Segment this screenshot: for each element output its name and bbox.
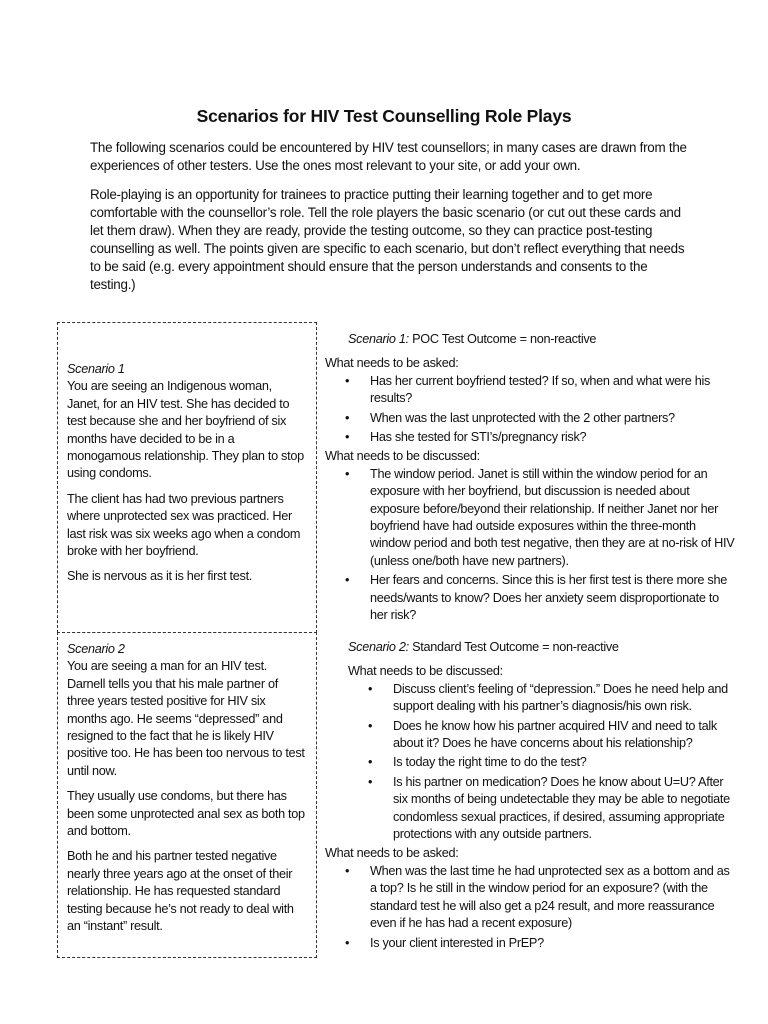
asked-label: What needs to be asked: <box>325 846 459 861</box>
asked-label: What needs to be asked: <box>325 356 459 371</box>
discussed-label: What needs to be discussed: <box>348 664 503 679</box>
scenario-2-outcome-heading <box>348 639 735 656</box>
scenario-1-heading: Scenario 1 <box>67 362 125 376</box>
page-title: Scenarios for HIV Test Counselling Role Plays <box>196 106 572 126</box>
intro-paragraph: The following scenarios could be encountered by HIV test counsellors; in many cases are drawn from the experiences of other testers. Use the ones most relevant to your site, or add your own. <box>90 140 687 173</box>
list-item: • The window period. Janet is still within the window period for an exposure with her boyfriend, but discussion is needed about exposure before/beyond their relationship. If neither Janet nor her boyfriend have had outside exposures within the three-month window period and both test negative, then they are at no-risk of HIV (unless one/both have new partners). <box>325 466 735 570</box>
list-item: • Discuss client’s feeling of “depression.” Does he need help and support dealing with his partner’s diagnosis/his own risk. <box>325 681 735 716</box>
scenario-2-heading: Scenario 2 <box>67 642 125 656</box>
list-item: • When was the last unprotected with the 2 other partners? <box>325 410 735 427</box>
scenario-2-paragraph: You are seeing a man for an HIV test. Darnell tells you that his male partner of three years tested positive for HIV six months ago. He seems “depressed” and resigned to the fact that he is likely HIV positive too. He has been too nervous to test until now. <box>67 659 305 778</box>
scenario-1-paragraph: You are seeing an Indigenous woman, Janet, for an HIV test. She has decided to test because she and her boyfriend of six months have decided to be in a monogamous relationship. They plan to stop using condoms. <box>67 379 304 481</box>
list-item: • Is today the right time to do the test? <box>325 754 735 771</box>
discussed-list <box>325 466 735 625</box>
scenario-1-paragraph: She is nervous as it is her first test. <box>67 569 253 584</box>
scenario-2-paragraph: Both he and his partner tested negative nearly three years ago at the onset of their relationship. He has requested standard testing because he’s not ready to deal with an “instant” result. <box>67 849 294 934</box>
scenario-1-outcome-heading <box>348 331 735 348</box>
list-item: • Her fears and concerns. Since this is her first test is there more she needs/wants to know? Does her anxiety seem disproportionate to her risk? <box>325 572 735 624</box>
scenario-2-outcome <box>325 639 735 954</box>
list-item: • Is his partner on medication? Does he know about U=U? After six months of being undetectable they may be able to negotiate condomless sexual practices, if desired, assuming appropriate protections with any outside partners. <box>325 774 735 844</box>
list-item: • Has she tested for STI’s/pregnancy risk? <box>325 429 735 446</box>
discussed-list <box>325 681 735 844</box>
discussed-label: What needs to be discussed: <box>325 449 480 464</box>
scenario-1-outcome-label: Scenario 1: <box>348 332 409 346</box>
scenario-2-outcome-label: Scenario 2: <box>348 640 409 654</box>
scenario-1-outcome-text: POC Test Outcome = non-reactive <box>412 332 597 346</box>
scenario-2-outcome-text: Standard Test Outcome = non-reactive <box>412 640 619 654</box>
scenario-1-paragraph: The client has had two previous partners where unprotected sex was practiced. Her last risk was six weeks ago when a condom broke with her boyfriend. <box>67 491 301 559</box>
scenario-2-card <box>57 632 317 958</box>
asked-list <box>325 863 735 952</box>
scenario-2-paragraph: They usually use condoms, but there has been some unprotected anal sex as both top and bottom. <box>67 789 305 839</box>
list-item: • When was the last time he had unprotected sex as a bottom and as a top? Is he still in the window period for an exposure? (with the standard test he will also get a p24 result, and more reassurance even if he has had a recent exposure) <box>325 863 735 933</box>
list-item: • Has her current boyfriend tested? If so, when and what were his results? <box>325 373 735 408</box>
list-item: • Does he know how his partner acquired HIV and need to talk about it? Does he have concerns about his relationship? <box>325 718 735 753</box>
scenario-1-outcome <box>325 331 735 627</box>
intro-paragraph: Role-playing is an opportunity for trainees to practice putting their learning together and to get more comfortable with the counsellor’s role. Tell the role players the basic scenario (or cut out these cards and let them draw). When they are ready, provide the testing outcome, so they can practice post-testing counselling as well. The points given are specific to each scenario, but don’t reflect everything that needs to be said (e.g. every appointment should ensure that the person understands and consents to the testing.) <box>90 187 685 292</box>
asked-list <box>325 373 735 447</box>
list-item: • Is your client interested in PrEP? <box>325 935 735 952</box>
scenario-1-card <box>57 322 317 633</box>
